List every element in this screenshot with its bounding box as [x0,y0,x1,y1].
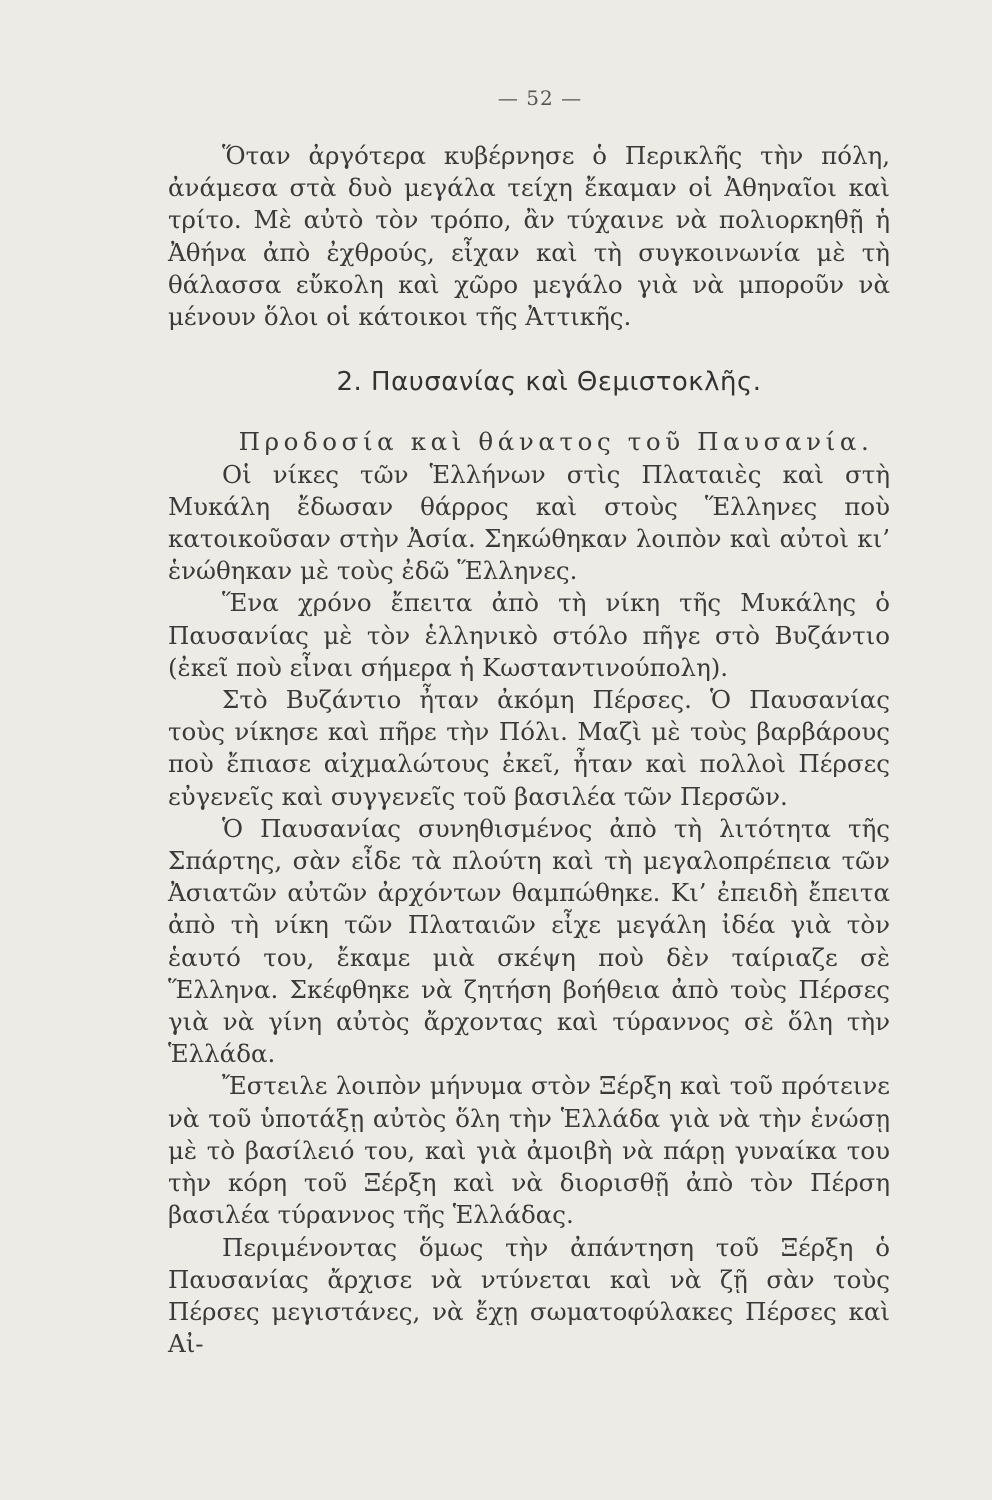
paragraph: Ἔστειλε λοιπὸν μήνυμα στὸν Ξέρξη καὶ τοῦ πρότεινε νὰ τοῦ ὑποτάξῃ αὐτὸς ὅλη τὴν Ἑλλάδα γιὰ νὰ τὴν ἑνώσῃ μὲ τὸ βασίλειό του, καὶ γιὰ ἀμοιβὴ νὰ πάρῃ γυναίκα του τὴν κόρη τοῦ Ξέρξη καὶ νὰ διορισθῇ ἀπὸ τὸν Πέρση βασιλέα τύραννος τῆς Ἑλλάδας. [168,1071,890,1230]
body-text [168,140,890,1360]
paragraph: Στὸ Βυζάντιο ἦταν ἀκόμη Πέρσες. Ὁ Παυσανίας τοὺς νίκησε καὶ πῆρε τὴν Πόλι. Μαζὶ μὲ τοὺς βαρβάρους ποὺ ἔπιασε αἰχμαλώτους ἐκεῖ, ἦταν καὶ πολλοὶ Πέρσες εὐγενεῖς καὶ συγγενεῖς τοῦ βασιλέα τῶν Περσῶν. [168,685,890,811]
section-heading: 2. Παυσανίας καὶ Θεμιστοκλῆς. [336,367,762,398]
paragraph: Οἱ νίκες τῶν Ἑλλήνων στὶς Πλαταιὲς καὶ στὴ Μυκάλη ἔδωσαν θάρρος καὶ στοὺς Ἕλληνες ποὺ κατοικοῦσαν στὴν Ἀσία. Σηκώθηκαν λοιπὸν καὶ αὐτοὶ κι’ ἑνώθηκαν μὲ τοὺς ἐδῶ Ἕλληνες. [168,459,890,586]
paragraph: Περιμένοντας ὅμως τὴν ἀπάντηση τοῦ Ξέρξη ὁ Παυσανίας ἄρχισε νὰ ντύνεται καὶ νὰ ζῇ σὰν τοὺς Πέρσες μεγιστάνες, νὰ ἔχῃ σωματοφύλακες Πέρσες καὶ Αἰ- [168,1232,890,1359]
section-subheading: Προδοσία καὶ θάνατος τοῦ Παυσανία. [238,427,874,457]
paragraph: Ἕνα χρόνο ἔπειτα ἀπὸ τὴ νίκη τῆς Μυκάλης ὁ Παυσανίας μὲ τὸν ἑλληνικὸ στόλο πῆγε στὸ Βυζάντιο (ἐκεῖ ποὺ εἶναι σήμερα ἡ Κωσταντινούπολη). [168,588,890,682]
paragraph: Ὁ Παυσανίας συνηθισμένος ἀπὸ τὴ λιτότητα τῆς Σπάρτης, σὰν εἶδε τὰ πλούτη καὶ τὴ μεγαλοπρέπεια τῶν Ἀσιατῶν αὐτῶν ἀρχόντων θαμπώθηκε. Κι’ ἐπειδὴ ἔπειτα ἀπὸ τὴ νίκη τῶν Πλαταιῶν εἶχε μεγάλη ἰδέα γιὰ τὸν ἑαυτό του, ἔκαμε μιὰ σκέψη ποὺ δὲν ταίριαζε σὲ Ἕλληνα. Σκέφθηκε νὰ ζητήση βοήθεια ἀπὸ τοὺς Πέρσες γιὰ νὰ γίνη αὐτὸς ἄρχοντας καὶ τύραννος σὲ ὅλη τὴν Ἑλλάδα. [168,813,890,1069]
page-number: — 52 — [497,86,583,110]
paragraph: Ὅταν ἀργότερα κυβέρνησε ὁ Περικλῆς τὴν πόλη, ἀνάμεσα στὰ δυὸ μεγάλα τείχη ἔκαμαν οἱ Ἀθηναῖοι καὶ τρίτο. Μὲ αὐτὸ τὸν τρόπο, ἂν τύχαινε νὰ πολιορκηθῇ ἡ Ἀθήνα ἀπὸ ἐχθρούς, εἶχαν καὶ τὴ συγκοινωνία μὲ τὴ θάλασσα εὔκολη καὶ χῶρο μεγάλο γιὰ νὰ μποροῦν νὰ μένουν ὅλοι οἱ κάτοικοι τῆς Ἀττικῆς. [168,141,890,332]
